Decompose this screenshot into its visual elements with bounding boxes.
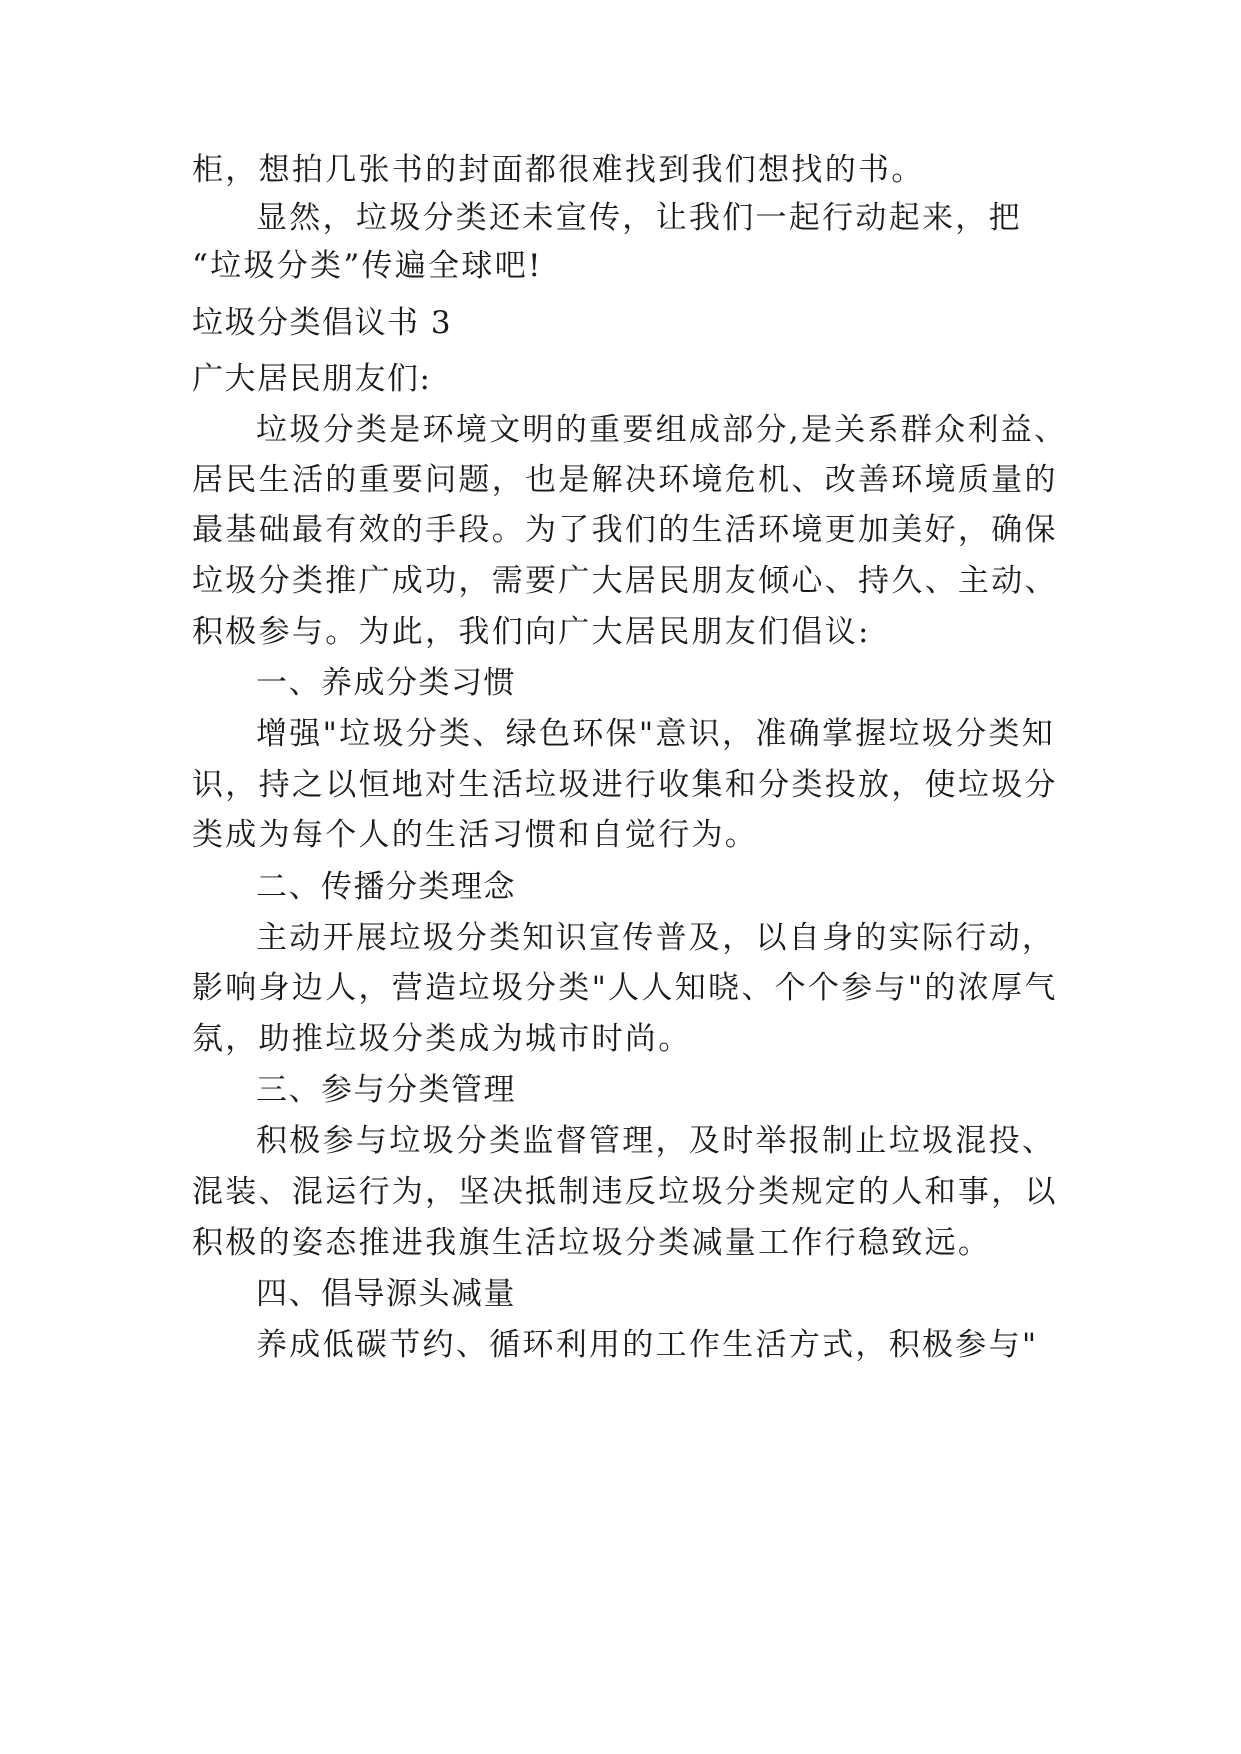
paragraph-line: 养成低碳节约、循环利用的工作生活方式，积极参与" bbox=[256, 1327, 1039, 1363]
paragraph-line: “垃圾分类”传遍全球吧! bbox=[192, 248, 543, 284]
paragraph-line: 混装、混运行为，坚决抵制违反垃圾分类规定的人和事，以 bbox=[192, 1174, 1058, 1210]
paragraph-line: 类成为每个人的生活习惯和自觉行为。 bbox=[192, 817, 759, 853]
paragraph-line: 主动开展垃圾分类知识宣传普及，以自身的实际行动， bbox=[256, 920, 1056, 956]
paragraph-line: 积极参与垃圾分类监督管理，及时举报制止垃圾混投、 bbox=[256, 1123, 1056, 1159]
section-title: 垃圾分类倡议书 3 bbox=[192, 305, 453, 341]
subheading: 四、倡导源头减量 bbox=[256, 1276, 516, 1312]
paragraph-line: 最基础最有效的手段。为了我们的生活环境更加美好，确保 bbox=[192, 512, 1058, 548]
paragraph-line: 识，持之以恒地对生活垃圾进行收集和分类投放，使垃圾分 bbox=[192, 767, 1058, 803]
paragraph-line: 垃圾分类推广成功，需要广大居民朋友倾心、持久、主动、 bbox=[192, 563, 1058, 599]
paragraph-line: 积极的姿态推进我旗生活垃圾分类减量工作行稳致远。 bbox=[192, 1225, 992, 1261]
subheading: 一、养成分类习惯 bbox=[256, 665, 516, 701]
paragraph-line: 居民生活的重要问题，也是解决环境危机、改善环境质量的 bbox=[192, 462, 1058, 498]
paragraph-line: 柜，想拍几张书的封面都很难找到我们想找的书。 bbox=[192, 152, 925, 188]
paragraph-line: 垃圾分类是环境文明的重要组成部分,是关系群众利益、 bbox=[256, 412, 1068, 448]
subheading: 二、传播分类理念 bbox=[256, 869, 516, 905]
paragraph-line: 增强"垃圾分类、绿色环保"意识，准确掌握垃圾分类知 bbox=[256, 716, 1056, 752]
paragraph-line: 积极参与。为此，我们向广大居民朋友们倡议: bbox=[192, 614, 871, 650]
subheading: 三、参与分类管理 bbox=[256, 1072, 516, 1108]
paragraph-line: 氛，助推垃圾分类成为城市时尚。 bbox=[192, 1021, 692, 1057]
salutation: 广大居民朋友们: bbox=[192, 361, 432, 397]
paragraph-line: 显然，垃圾分类还未宣传，让我们一起行动起来，把 bbox=[256, 200, 1022, 236]
paragraph-line: 影响身边人，营造垃圾分类"人人知晓、个个参与"的浓厚气 bbox=[192, 970, 1058, 1006]
